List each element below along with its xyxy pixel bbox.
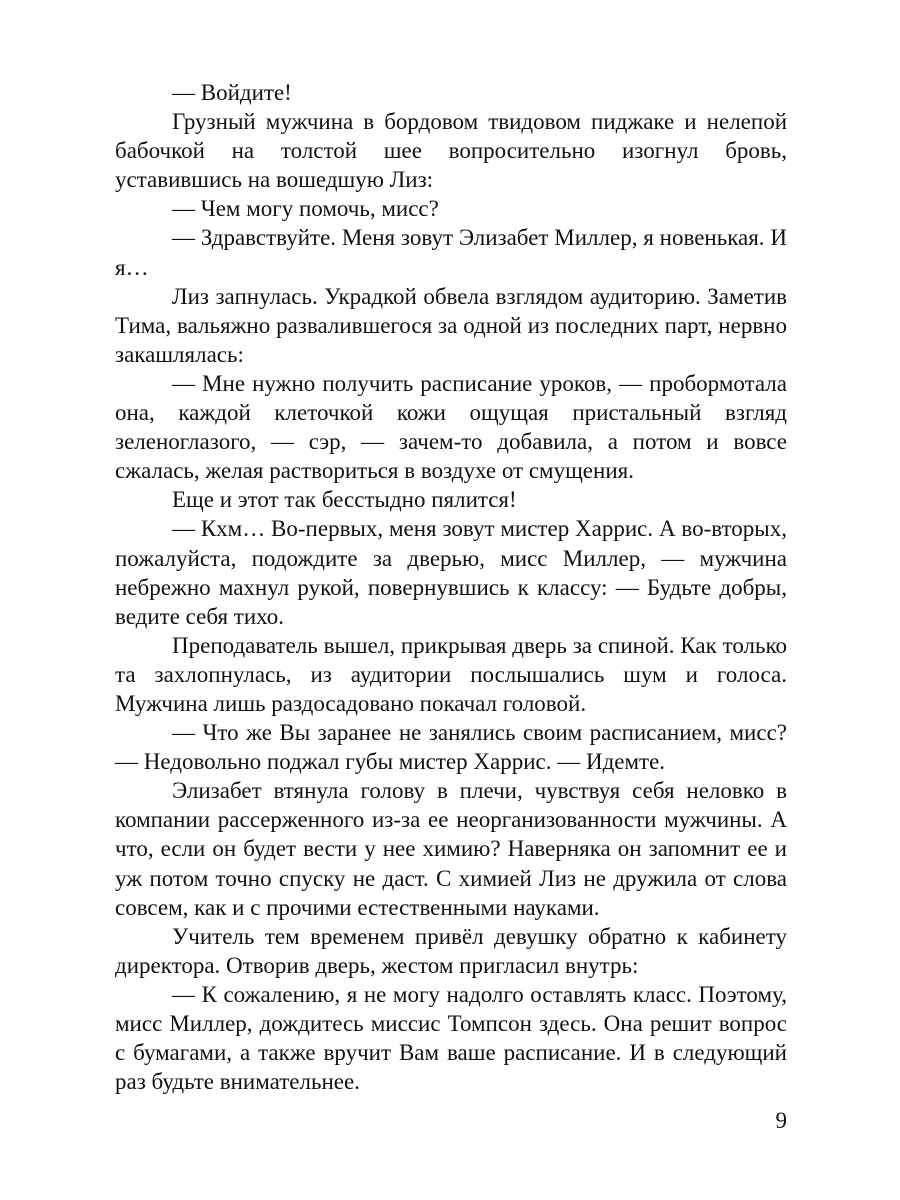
paragraph-9: Преподаватель вышел, прикрывая дверь за спиной. Как только та захлопнулась, из аудитории послышались шум и голоса. Мужчина лишь раздосадовано покачал головой. (115, 632, 787, 716)
paragraph-5: Лиз запнулась. Украдкой обвела взглядом аудиторию. Заметив Тима, вальяжно развалившегося за одной из последних парт, нервно закашлялась: (115, 283, 787, 367)
paragraph-1: — Войдите! (172, 80, 292, 105)
paragraph-11: Элизабет втянула голову в плечи, чувствуя себя неловко в компании рассерженного из-за ее неорганизованности мужчины. А что, если он будет вести у нее химию? Наверняка он запомнит ее и уж потом точно спуску не даст. С химией Лиз не дружила от слова совсем, как и с прочими естественными науками. (115, 778, 787, 920)
paragraph-2: Грузный мужчина в бордовом твидовом пиджаке и нелепой бабочкой на толстой шее вопросительно изогнул бровь, уставившись на вошедшую Лиз: (115, 109, 787, 193)
paragraph-3: — Чем могу помочь, мисс? (172, 196, 439, 222)
paragraph-12: Учитель тем временем привёл девушку обратно к кабинету директора. Отворив дверь, жестом пригласил внутрь: (115, 923, 787, 978)
page-number: 9 (775, 1108, 787, 1133)
paragraph-7: Еще и этот так бесстыдно пялится! (172, 487, 517, 513)
paragraph-6: — Мне нужно получить расписание уроков, — пробормотала она, каждой клеточкой кожи ощущая пристальный взгляд зеленоглазого, — сэр, — зачем-то добавила, а потом и вовсе сжалась, желая раствориться в воздухе от смущения. (115, 370, 787, 484)
book-page-text (115, 78, 787, 1096)
paragraph-8: — Кхм… Во-первых, меня зовут мистер Харрис. А во-вторых, пожалуйста, подождите за дверью, мисс Миллер, — мужчина небрежно махнул рукой, повернувшись к классу: — Будьте добры, ведите себя тихо. (115, 516, 787, 629)
paragraph-10: — Что же Вы заранее не занялись своим расписанием, мисс? — Недовольно поджал губы мистер Харрис. — Идемте. (115, 720, 787, 775)
paragraph-4: — Здравствуйте. Меня зовут Элизабет Миллер, я новенькая. И я… (115, 225, 787, 280)
paragraph-13: — К сожалению, я не могу надолго оставлять класс. Поэтому, мисс Миллер, дождитесь миссис Томпсон здесь. Она решит вопрос с бумагами, а также вручит Вам ваше расписание. И в следующий раз будьте внимательнее. (115, 981, 787, 1095)
